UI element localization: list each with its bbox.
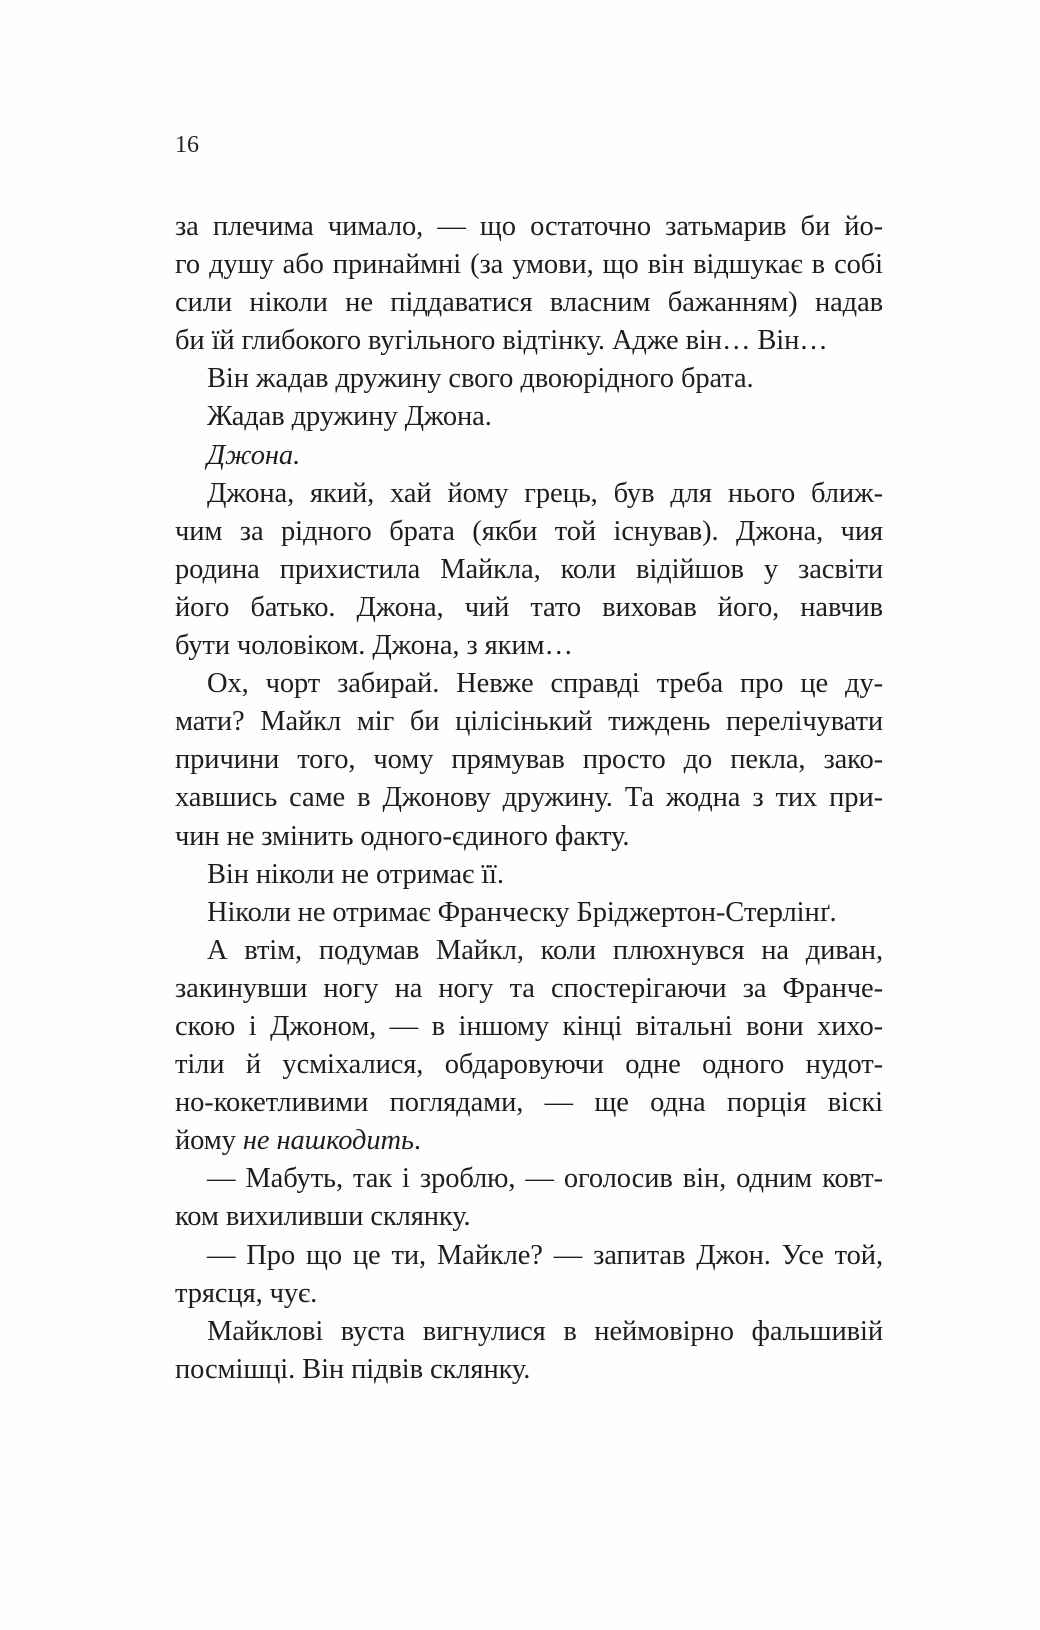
text-line: Майклові вуста вигнулися в неймовірно фальшивій [207,1315,883,1347]
text-line: посмішці. Він підвів склянку. [175,1353,531,1385]
italic-emphasis: не нашкодить [242,1125,414,1157]
body-text [175,208,883,1389]
text-line: хавшись саме в Джонову дружину. Та жодна з тих при- [175,782,883,814]
text-line: скою і Джоном, — в іншому кінці вітальні вони хихо- [175,1010,883,1042]
text-line: А втім, подумав Майкл, коли плюхнувся на диван, [207,934,883,966]
text-line-mixed [175,1122,883,1160]
text-line: родина прихистила Майкла, коли відійшов у засвіти [175,553,883,585]
text-line: за плечима чимало, — що остаточно затьмарив би йо- [175,211,883,242]
text-line: трясця, чує. [175,1277,318,1309]
text-line: ком вихиливши склянку. [175,1201,471,1233]
text-line: його батько. Джона, чий тато виховав його, навчив [175,591,883,623]
text-line: Він ніколи не отримає її. [207,858,504,890]
text-line: Він жадав дружину свого двоюрідного брата. [207,363,754,395]
text-line: закинувши ногу на ногу та спостерігаючи за Франче- [175,972,883,1004]
dialogue-line: — Про що це ти, Майкле? — запитав Джон. Усе той, [207,1239,883,1271]
text-line: Ніколи не отримає Франческу Бріджертон-Стерлінґ. [207,896,837,928]
text-line: тіли й усміхалися, обдаровуючи одне одного нудот- [175,1049,883,1081]
text-line: чин не змінить одного-єдиного факту. [175,820,630,852]
dialogue-line: — Мабуть, так і зроблю, — оголосив він, одним ковт- [207,1163,883,1195]
text-line: но-кокетливими поглядами, — ще одна порція віскі [175,1087,883,1119]
text-run: йому [175,1125,243,1157]
text-run: . [413,1125,421,1157]
text-line: го душу або принаймні (за умови, що він відшукає в собі [175,249,883,281]
page-number: 16 [175,132,199,158]
text-line: бути чоловіком. Джона, з яким… [175,630,573,662]
text-line: мати? Майкл міг би цілісінький тиждень перелічувати [175,706,883,738]
text-line: причини того, чому прямував просто до пекла, зако- [175,744,883,776]
text-line: сили ніколи не піддаватися власним бажанням) надав [175,287,883,319]
text-line: Ох, чорт забирай. Невже справді треба про це ду- [207,668,883,700]
text-line: чим за рідного брата (якби той існував). Джона, чия [175,515,883,547]
text-line: Джона, який, хай йому грець, був для нього ближ- [207,477,883,509]
text-line: би їй глибокого вугільного відтінку. Адже він… Він… [175,325,828,357]
text-line-italic: Джона. [207,439,301,471]
text-line: Жадав дружину Джона. [207,401,492,433]
